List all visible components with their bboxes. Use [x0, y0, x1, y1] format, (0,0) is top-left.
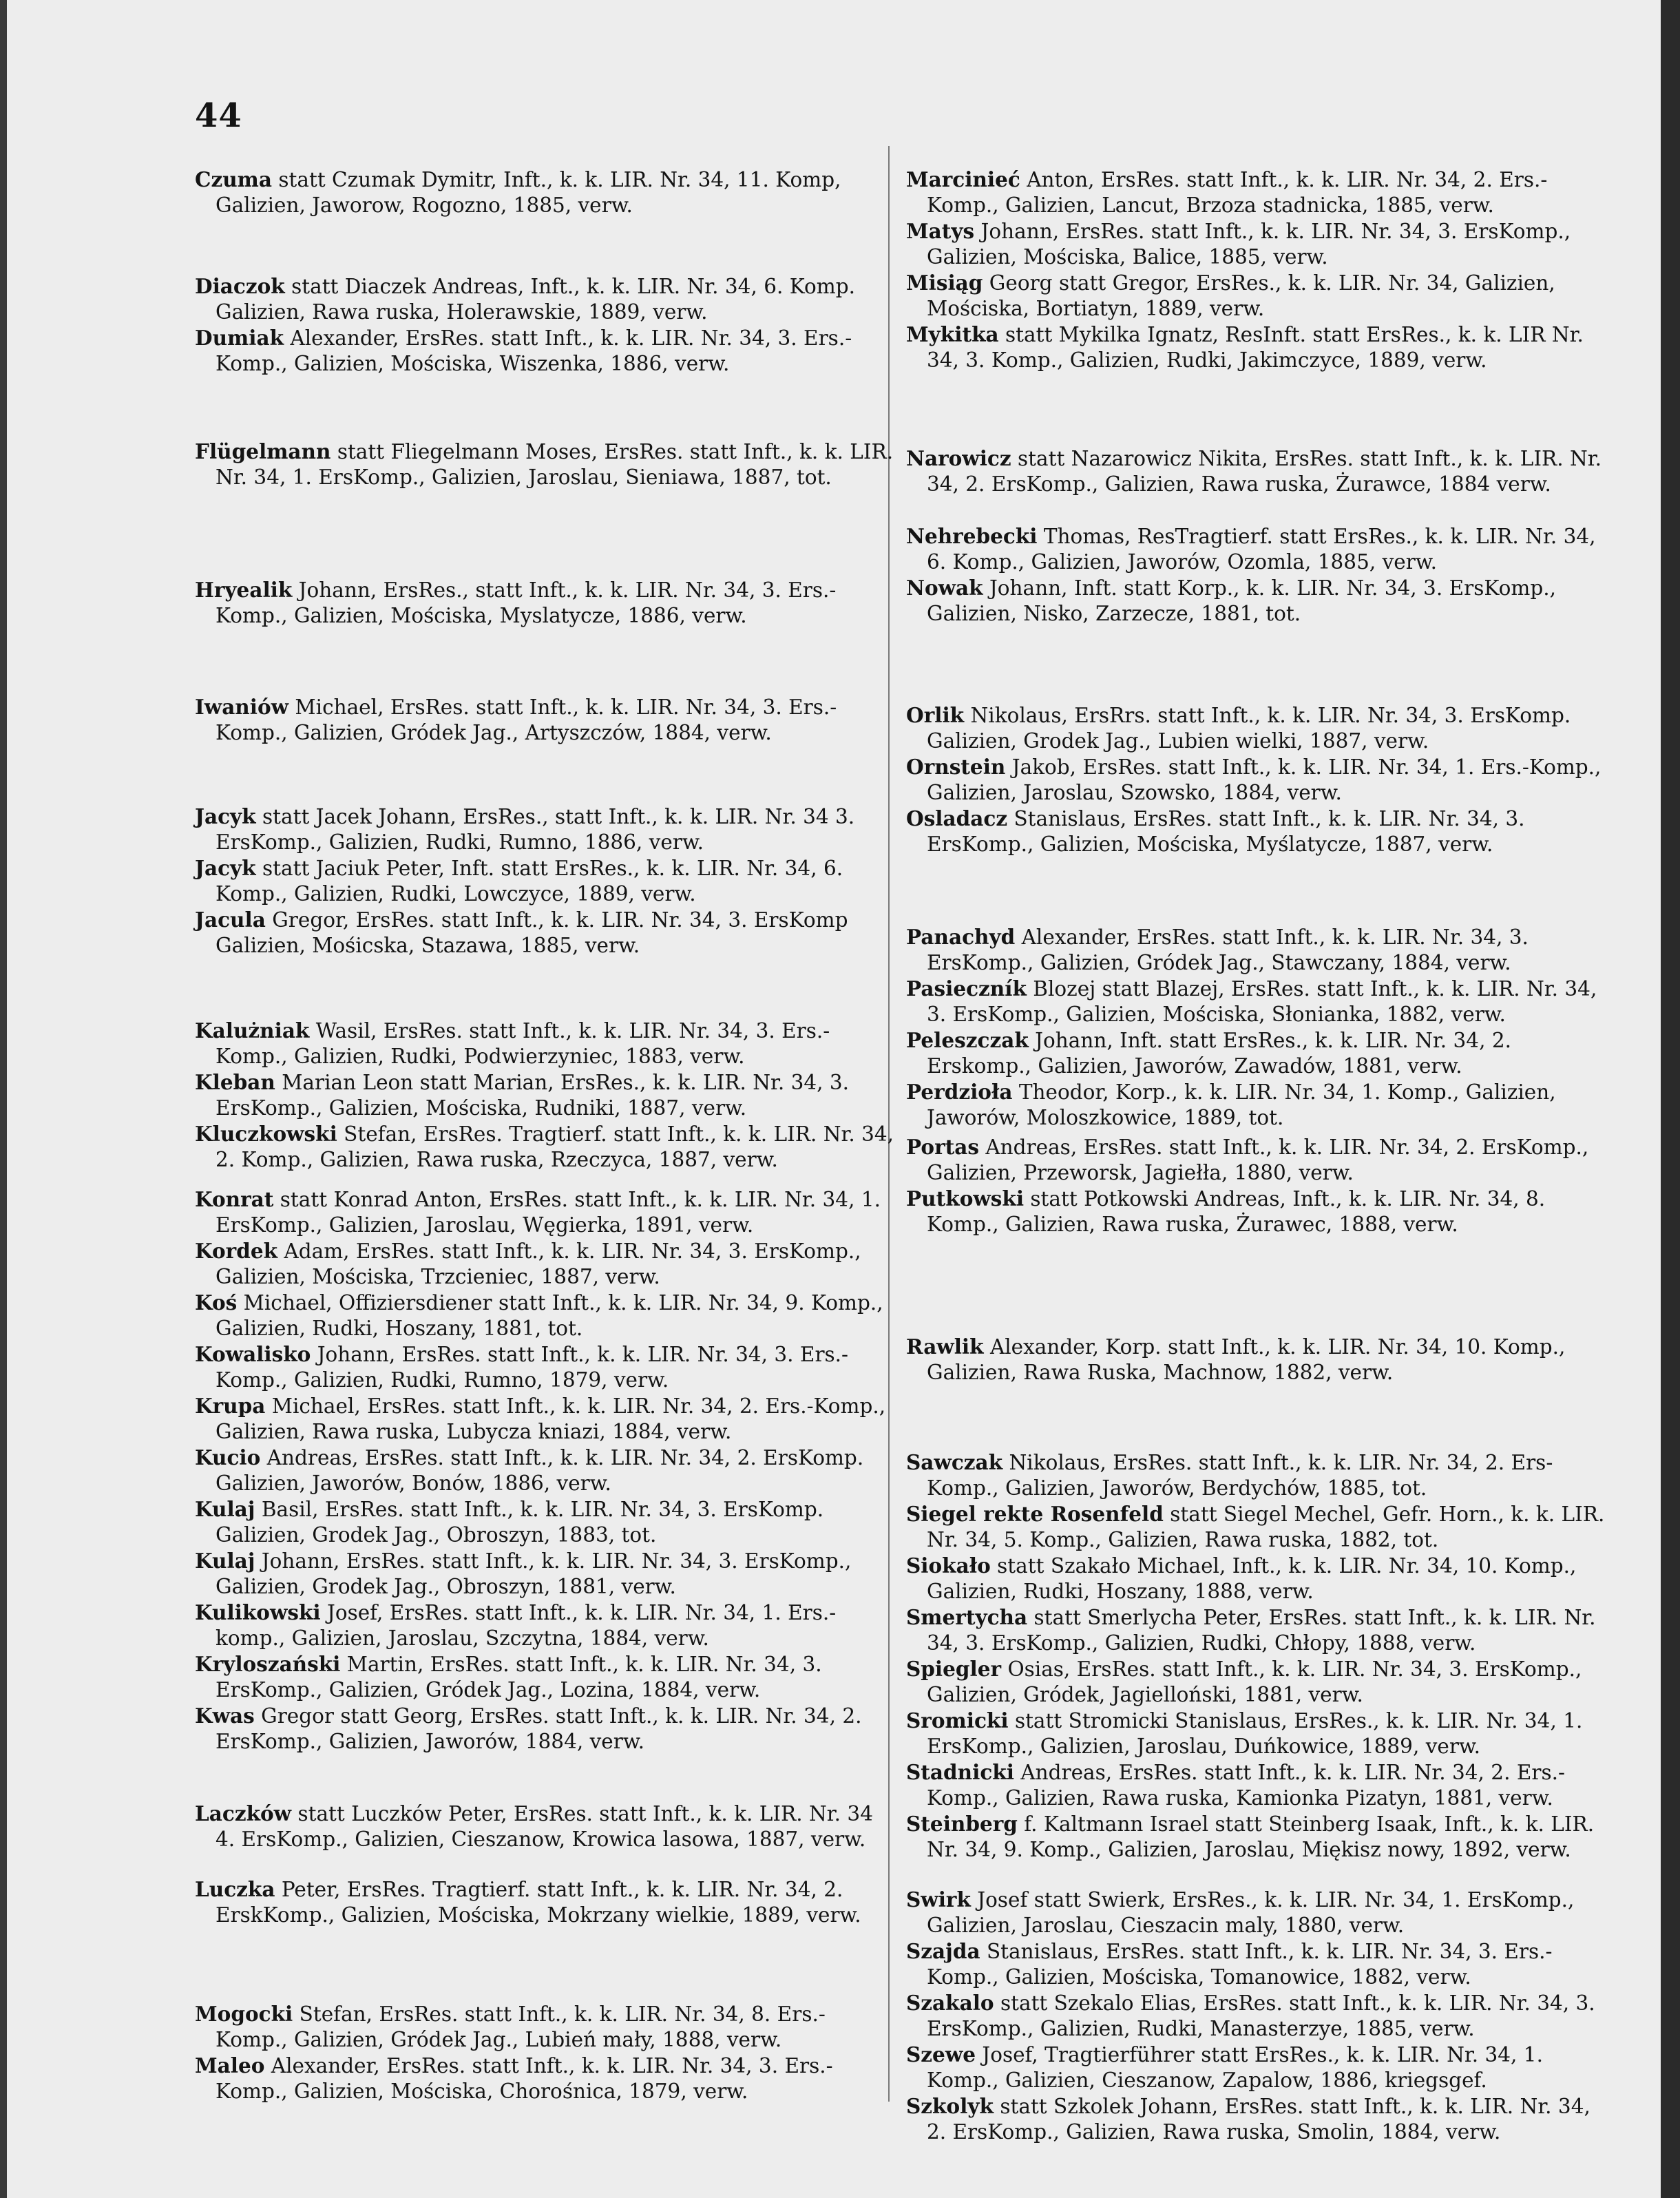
- list-item: Pasieczník Blozej statt Blazej, ErsRes. statt Inft., k. k. LIR. Nr. 34, 3. ErsKomp., Galizien, Mościska, Słonianka, 1882, verw.: [906, 976, 1597, 1026]
- list-item: Luczka Peter, ErsRes. Tragtierf. statt Inft., k. k. LIR. Nr. 34, 2. ErskKomp., Galizien, Mościska, Mokrzany wielkie, 1889, verw.: [195, 1876, 861, 1927]
- list-item: Nowak Johann, Inft. statt Korp., k. k. LIR. Nr. 34, 3. ErsKomp., Galizien, Nisko, Zarzecze, 1881, tot.: [906, 575, 1556, 625]
- list-item: Stadnicki Andreas, ErsRes. statt Inft., k. k. LIR. Nr. 34, 2. Ers.-Komp., Galizien, Rawa ruska, Kamionka Pizatyn, 1881, verw.: [906, 1759, 1565, 1810]
- list-item: Kulaj Johann, ErsRes. statt Inft., k. k. LIR. Nr. 34, 3. ErsKomp., Galizien, Grodek Jag., Obroszyn, 1881, verw.: [195, 1548, 852, 1598]
- list-item: Kwas Gregor statt Georg, ErsRes. statt Inft., k. k. LIR. Nr. 34, 2. ErsKomp., Galizien, Jaworów, 1884, verw.: [195, 1703, 862, 1753]
- list-item: Maleo Alexander, ErsRes. statt Inft., k. k. LIR. Nr. 34, 3. Ers.-Komp., Galizien, Mościska, Chorośnica, 1879, verw.: [195, 2053, 833, 2103]
- page-number: 44: [195, 96, 242, 135]
- list-item: Kleban Marian Leon statt Marian, ErsRes., k. k. LIR. Nr. 34, 3. ErsKomp., Galizien, Mościska, Rudniki, 1887, verw.: [195, 1069, 850, 1120]
- list-item: Smertycha statt Smerlycha Peter, ErsRes. statt Inft., k. k. LIR. Nr. 34, 3. ErsKomp., Galizien, Rudki, Chłopy, 1888, verw.: [906, 1604, 1596, 1655]
- list-item: Matys Johann, ErsRes. statt Inft., k. k. LIR. Nr. 34, 3. ErsKomp., Galizien, Mościska, Balice, 1885, verw.: [906, 218, 1571, 269]
- list-item: Steinberg f. Kaltmann Israel statt Steinberg Isaak, Inft., k. k. LIR. Nr. 34, 9. Komp., Galizien, Jaroslau, Miękisz nowy, 1892, verw.: [906, 1811, 1595, 1861]
- list-item: Orlik Nikolaus, ErsRrs. statt Inft., k. k. LIR. Nr. 34, 3. ErsKomp. Galizien, Grodek Jag., Lubien wielki, 1887, verw.: [906, 702, 1571, 753]
- scan-edge-right: [1661, 0, 1680, 2198]
- list-item: Putkowski statt Potkowski Andreas, Inft., k. k. LIR. Nr. 34, 8. Komp., Galizien, Rawa ruska, Żurawec, 1888, verw.: [906, 1186, 1546, 1236]
- list-item: Koś Michael, Offiziersdiener statt Inft., k. k. LIR. Nr. 34, 9. Komp., Galizien, Rudki, Hoszany, 1881, tot.: [195, 1290, 883, 1340]
- list-item: Jacyk statt Jaciuk Peter, Inft. statt ErsRes., k. k. LIR. Nr. 34, 6. Komp., Galizien, Rudki, Lowczyce, 1889, verw.: [195, 855, 843, 906]
- list-item: Kulaj Basil, ErsRes. statt Inft., k. k. LIR. Nr. 34, 3. ErsKomp. Galizien, Grodek Jag., Obroszyn, 1883, tot.: [195, 1496, 824, 1547]
- list-item: Kalużniak Wasil, ErsRes. statt Inft., k. k. LIR. Nr. 34, 3. Ers.-Komp., Galizien, Rudki, Podwierzyniec, 1883, verw.: [195, 1018, 830, 1068]
- list-item: Dumiak Alexander, ErsRes. statt Inft., k. k. LIR. Nr. 34, 3. Ers.-Komp., Galizien, Mościska, Wiszenka, 1886, verw.: [195, 325, 852, 375]
- list-item: Kordek Adam, ErsRes. statt Inft., k. k. LIR. Nr. 34, 3. ErsKomp., Galizien, Mościska, Trzcieniec, 1887, verw.: [195, 1238, 861, 1288]
- list-item: Diaczok statt Diaczek Andreas, Inft., k. k. LIR. Nr. 34, 6. Komp. Galizien, Rawa ruska, Holerawskie, 1889, verw.: [195, 273, 855, 324]
- list-item: Marcinieć Anton, ErsRes. statt Inft., k. k. LIR. Nr. 34, 2. Ers.-Komp., Galizien, Lancut, Brzoza stadnicka, 1885, verw.: [906, 167, 1548, 217]
- list-item: Sawczak Nikolaus, ErsRes. statt Inft., k. k. LIR. Nr. 34, 2. Ers-Komp., Galizien, Jaworów, Berdychów, 1885, tot.: [906, 1449, 1553, 1500]
- list-item: Panachyd Alexander, ErsRes. statt Inft., k. k. LIR. Nr. 34, 3. ErsKomp., Galizien, Gródek Jag., Stawczany, 1884, verw.: [906, 924, 1529, 974]
- list-item: Iwaniów Michael, ErsRes. statt Inft., k. k. LIR. Nr. 34, 3. Ers.-Komp., Galizien, Gródek Jag., Artyszczów, 1884, verw.: [195, 694, 837, 744]
- list-item: Narowicz statt Nazarowicz Nikita, ErsRes. statt Inft., k. k. LIR. Nr. 34, 2. ErsKomp., Galizien, Rawa ruska, Żurawce, 1884 verw.: [906, 446, 1602, 496]
- list-item: Konrat statt Konrad Anton, ErsRes. statt Inft., k. k. LIR. Nr. 34, 1. ErsKomp., Galizien, Jaroslau, Węgierka, 1891, verw.: [195, 1186, 881, 1237]
- list-item: Laczków statt Luczków Peter, ErsRes. statt Inft., k. k. LIR. Nr. 34 4. ErsKomp., Galizien, Cieszanow, Krowica lasowa, 1887, verw.: [195, 1801, 873, 1851]
- list-item: Sromicki statt Stromicki Stanislaus, ErsRes., k. k. LIR. Nr. 34, 1. ErsKomp., Galizien, Jaroslau, Duńkowice, 1889, verw.: [906, 1708, 1583, 1758]
- list-item: Jacula Gregor, ErsRes. statt Inft., k. k. LIR. Nr. 34, 3. ErsKomp Galizien, Mośicska, Stazawa, 1885, verw.: [195, 907, 848, 957]
- scan-edge-left: [0, 0, 7, 2198]
- list-item: Kryloszański Martin, ErsRes. statt Inft., k. k. LIR. Nr. 34, 3. ErsKomp., Galizien, Gródek Jag., Lozina, 1884, verw.: [195, 1651, 822, 1702]
- list-item: Jacyk statt Jacek Johann, ErsRes., statt Inft., k. k. LIR. Nr. 34 3. ErsKomp., Galizien, Rudki, Rumno, 1886, verw.: [195, 804, 855, 854]
- list-item: Perdzioła Theodor, Korp., k. k. LIR. Nr. 34, 1. Komp., Galizien, Jaworów, Moloszkowice, 1889, tot.: [906, 1079, 1556, 1129]
- list-item: Szewe Josef, Tragtierführer statt ErsRes., k. k. LIR. Nr. 34, 1. Komp., Galizien, Cieszanow, Zapalow, 1886, kriegsgef.: [906, 2042, 1543, 2092]
- list-item: Mogocki Stefan, ErsRes. statt Inft., k. k. LIR. Nr. 34, 8. Ers.-Komp., Galizien, Gródek Jag., Lubień mały, 1888, verw.: [195, 2001, 826, 2051]
- list-item: Mykitka statt Mykilka Ignatz, ResInft. statt ErsRes., k. k. LIR Nr. 34, 3. Komp., Galizien, Rudki, Jakimczyce, 1889, verw.: [906, 322, 1584, 372]
- list-item: Szakalo statt Szekalo Elias, ErsRes. statt Inft., k. k. LIR. Nr. 34, 3. ErsKomp., Galizien, Rudki, Manasterzye, 1885, verw.: [906, 1990, 1595, 2040]
- list-item: Ornstein Jakob, ErsRes. statt Inft., k. k. LIR. Nr. 34, 1. Ers.-Komp., Galizien, Jaroslau, Szowsko, 1884, verw.: [906, 754, 1602, 804]
- list-item: Szkolyk statt Szkolek Johann, ErsRes. statt Inft., k. k. LIR. Nr. 34, 2. ErsKomp., Galizien, Rawa ruska, Smolin, 1884, verw.: [906, 2093, 1590, 2144]
- list-item: Nehrebecki Thomas, ResTragtierf. statt ErsRes., k. k. LIR. Nr. 34, 6. Komp., Galizien, Jaworów, Ozomla, 1885, verw.: [906, 523, 1596, 574]
- list-item: Osladacz Stanislaus, ErsRes. statt Inft., k. k. LIR. Nr. 34, 3. ErsKomp., Galizien, Mościska, Myślatycze, 1887, verw.: [906, 806, 1525, 856]
- list-item: Siegel rekte Rosenfeld statt Siegel Mechel, Gefr. Horn., k. k. LIR. Nr. 34, 5. Komp., Galizien, Rawa ruska, 1882, tot.: [906, 1501, 1605, 1551]
- list-item: Swirk Josef statt Swierk, ErsRes., k. k. LIR. Nr. 34, 1. ErsKomp., Galizien, Jaroslau, Cieszacin maly, 1880, verw.: [906, 1887, 1575, 1937]
- list-item: Kowalisko Johann, ErsRes. statt Inft., k. k. LIR. Nr. 34, 3. Ers.-Komp., Galizien, Rudki, Rumno, 1879, verw.: [195, 1341, 849, 1392]
- list-item: Siokało statt Szakało Michael, Inft., k. k. LIR. Nr. 34, 10. Komp., Galizien, Rudki, Hoszany, 1888, verw.: [906, 1553, 1577, 1603]
- list-item: Krupa Michael, ErsRes. statt Inft., k. k. LIR. Nr. 34, 2. Ers.-Komp., Galizien, Rawa ruska, Lubycza kniazi, 1884, verw.: [195, 1393, 886, 1443]
- list-item: Czuma statt Czumak Dymitr, Inft., k. k. LIR. Nr. 34, 11. Komp, Galizien, Jaworow, Rogozno, 1885, verw.: [195, 167, 841, 217]
- list-item: Portas Andreas, ErsRes. statt Inft., k. k. LIR. Nr. 34, 2. ErsKomp., Galizien, Przeworsk, Jagiełła, 1880, verw.: [906, 1134, 1589, 1184]
- list-item: Peleszczak Johann, Inft. statt ErsRes., k. k. LIR. Nr. 34, 2. Erskomp., Galizien, Jaworów, Zawadów, 1881, verw.: [906, 1027, 1511, 1078]
- list-item: Szajda Stanislaus, ErsRes. statt Inft., k. k. LIR. Nr. 34, 3. Ers.-Komp., Galizien, Mościska, Tomanowice, 1882, verw.: [906, 1938, 1553, 1989]
- list-item: Kulikowski Josef, ErsRes. statt Inft., k. k. LIR. Nr. 34, 1. Ers.-komp., Galizien, Jaroslau, Szczytna, 1884, verw.: [195, 1600, 837, 1650]
- list-item: Kluczkowski Stefan, ErsRes. Tragtierf. statt Inft., k. k. LIR. Nr. 34, 2. Komp., Galizien, Rawa ruska, Rzeczyca, 1887, verw.: [195, 1121, 894, 1171]
- list-item: Misiąg Georg statt Gregor, ErsRes., k. k. LIR. Nr. 34, Galizien, Mościska, Bortiatyn, 1889, verw.: [906, 270, 1555, 320]
- list-item: Spiegler Osias, ErsRes. statt Inft., k. k. LIR. Nr. 34, 3. ErsKomp., Galizien, Gródek, Jagielloński, 1881, verw.: [906, 1656, 1582, 1706]
- list-item: Rawlik Alexander, Korp. statt Inft., k. k. LIR. Nr. 34, 10. Komp., Galizien, Rawa Ruska, Machnow, 1882, verw.: [906, 1334, 1566, 1384]
- list-item: Hryealik Johann, ErsRes., statt Inft., k. k. LIR. Nr. 34, 3. Ers.-Komp., Galizien, Mościska, Myslatycze, 1886, verw.: [195, 577, 837, 627]
- list-item: Flügelmann statt Fliegelmann Moses, ErsRes. statt Inft., k. k. LIR. Nr. 34, 1. ErsKomp., Galizien, Jaroslau, Sieniawa, 1887, tot.: [195, 439, 894, 489]
- list-item: Kucio Andreas, ErsRes. statt Inft., k. k. LIR. Nr. 34, 2. ErsKomp. Galizien, Jaworów, Bonów, 1886, verw.: [195, 1445, 864, 1495]
